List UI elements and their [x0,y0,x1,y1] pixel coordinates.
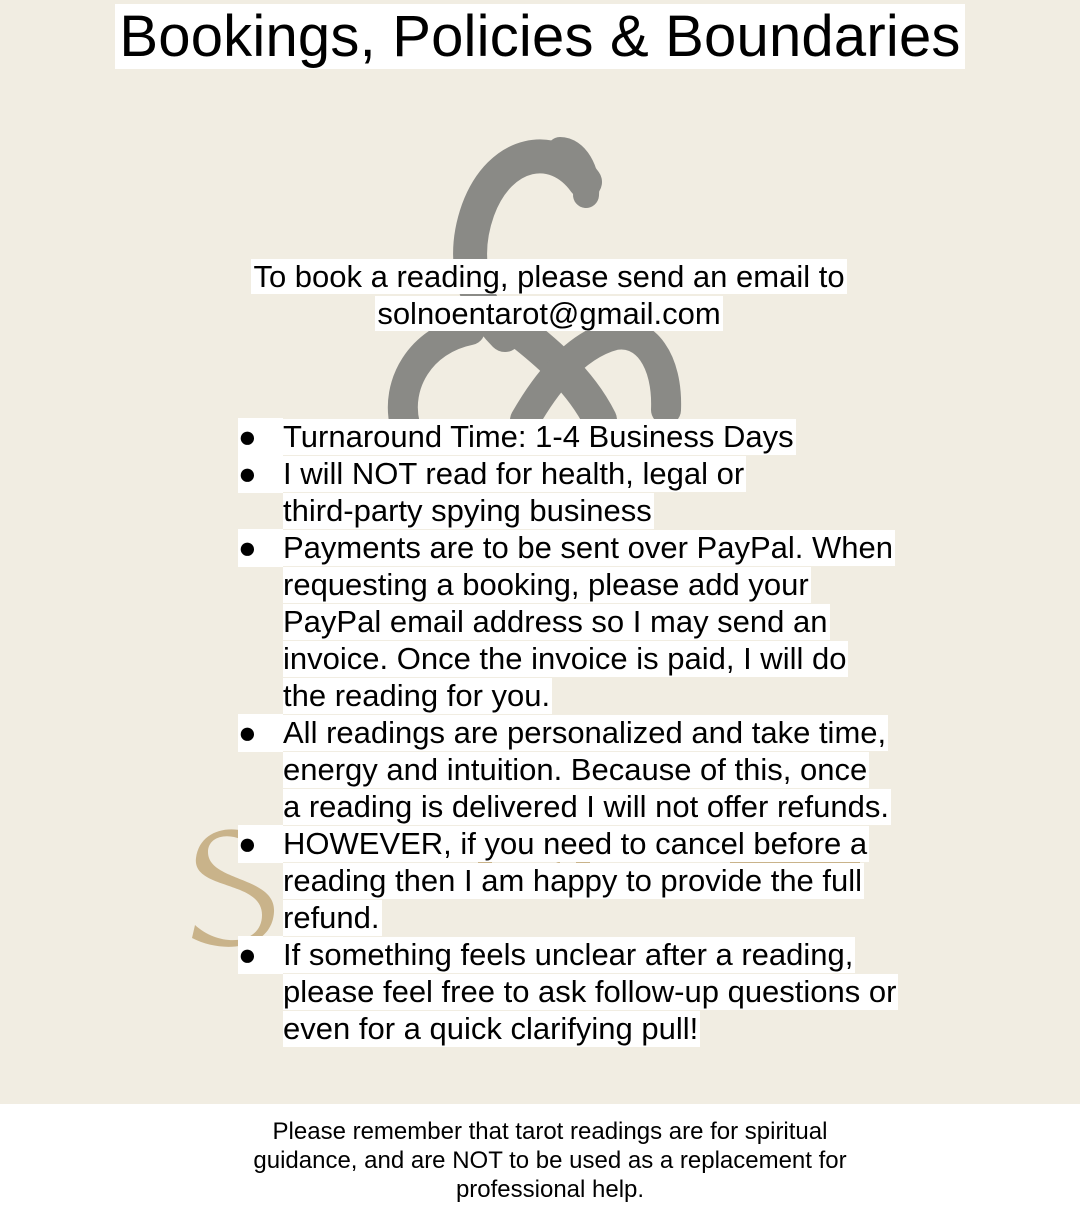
bullet-icon: ● [238,936,283,974]
bullet-icon: ● [238,714,283,752]
booking-email: solnoentarot@gmail.com [377,296,721,331]
policy-item [238,418,898,455]
bullet-icon: ● [238,825,283,863]
page-title [0,4,1080,70]
policy-text: Turnaround Time: 1-4 Business Days [283,419,794,454]
disclaimer-text: Please remember that tarot readings are for spiritual guidance, and are NOT to be used as a replacement for professional help. [253,1118,847,1203]
policy-item [238,529,898,714]
bullet-icon: ● [238,529,283,567]
policy-text: I will NOT read for health, legal or third-party spying business [283,456,745,528]
policy-text: If something feels unclear after a reading, please feel free to ask follow-up questions or even for a quick clarifying pull! [283,937,897,1046]
disclaimer-footer [0,1117,1080,1204]
booking-instructions [0,258,1080,332]
policy-text: HOWEVER, if you need to cancel before a reading then I am happy to provide the full refund. [283,826,868,935]
policy-item [238,936,898,1047]
policy-item [238,714,898,825]
page-title-text: Bookings, Policies & Boundaries [115,4,964,69]
policy-item [238,825,898,936]
policy-list [238,418,898,1047]
policy-text: Payments are to be sent over PayPal. When requesting a booking, please add your PayPal email address so I may send an invoice. Once the invoice is paid, I will do the reading for you. [283,530,893,713]
booking-instruction-text: To book a reading, please send an email to [253,259,845,294]
bullet-icon: ● [238,455,283,493]
policy-item [238,455,898,529]
policy-text: All readings are personalized and take time, energy and intuition. Because of this, once a reading is delivered I will not offer refunds. [283,715,889,824]
bullet-icon: ● [238,418,283,456]
